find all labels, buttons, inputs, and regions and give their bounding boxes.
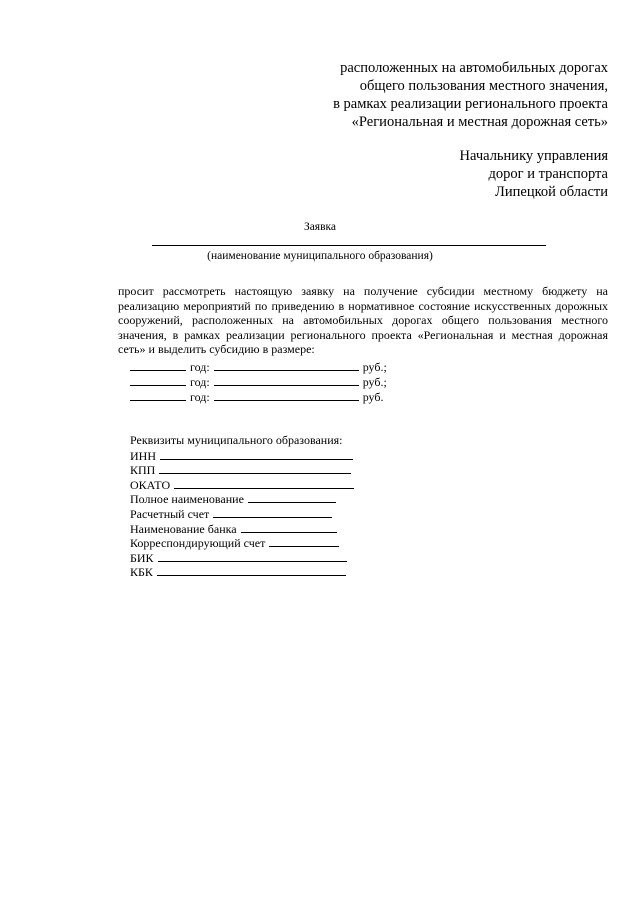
requisite-row-bik bbox=[130, 550, 430, 565]
subsidy-amounts bbox=[130, 359, 430, 404]
currency-label: руб.; bbox=[362, 360, 387, 374]
requisite-label: ОКАТО bbox=[130, 477, 171, 492]
year-label: год: bbox=[190, 390, 210, 404]
subsidy-amount-row bbox=[130, 374, 430, 389]
requisite-blank bbox=[248, 491, 336, 503]
requisite-blank bbox=[157, 564, 346, 576]
requisite-label: БИК bbox=[130, 550, 154, 565]
subject-header-line: в рамках реализации регионального проекта bbox=[333, 96, 608, 112]
requisite-row-inn bbox=[130, 448, 430, 463]
municipality-name-blank bbox=[152, 245, 546, 246]
requisite-row-corr-account bbox=[130, 535, 430, 550]
requisite-row-kbk bbox=[130, 564, 430, 579]
currency-label: руб.; bbox=[362, 375, 387, 389]
addressee-block bbox=[380, 147, 608, 201]
requisite-row-full-name bbox=[130, 491, 430, 506]
requisite-blank bbox=[269, 535, 339, 547]
requisite-label: Полное наименование bbox=[130, 492, 244, 507]
year-blank bbox=[130, 389, 186, 401]
requisite-label: Корреспондирующий счет bbox=[130, 536, 266, 551]
year-blank bbox=[130, 359, 186, 371]
year-label: год: bbox=[190, 375, 210, 389]
year-label: год: bbox=[190, 360, 210, 374]
subsidy-amount-row bbox=[130, 389, 430, 404]
subject-header-line: «Региональная и местная дорожная сеть» bbox=[351, 114, 608, 130]
requisite-label: КПП bbox=[130, 463, 156, 478]
sum-blank bbox=[214, 374, 359, 386]
requisites-heading: Реквизиты муниципального образования: bbox=[130, 433, 343, 447]
requisite-label: ИНН bbox=[130, 448, 156, 463]
requisite-blank bbox=[213, 506, 332, 518]
sum-blank bbox=[214, 389, 359, 401]
request-body-text: просит рассмотреть настоящую заявку на получение субсидии местному бюджету на реализацию мероприятий по приведению в нормативное состояние искусственных дорожных сооружений, расположенных на автомобильных дорогах общего пользования местного значения, в рамках реализации регионального проекта «Региональная и местная дорожная сеть» и выделить субсидию в размере: bbox=[118, 284, 608, 357]
year-blank bbox=[130, 374, 186, 386]
subsidy-amount-row bbox=[130, 359, 430, 374]
requisite-label: Наименование банка bbox=[130, 521, 237, 536]
requisite-blank bbox=[241, 521, 337, 533]
requisites-block bbox=[130, 433, 430, 579]
municipality-name-caption: (наименование муниципального образования) bbox=[207, 250, 433, 262]
requisite-label: Расчетный счет bbox=[130, 506, 210, 521]
requisite-blank bbox=[158, 550, 347, 562]
subject-header-line: расположенных на автомобильных дорогах bbox=[340, 60, 608, 76]
requisite-row-kpp bbox=[130, 462, 430, 477]
sum-blank bbox=[214, 359, 359, 371]
requisite-blank bbox=[159, 462, 351, 474]
addressee-line: Липецкой области bbox=[495, 184, 608, 200]
addressee-line: дорог и транспорта bbox=[488, 166, 608, 182]
subject-header-line: общего пользования местного значения, bbox=[359, 78, 608, 94]
addressee-line: Начальнику управления bbox=[459, 148, 608, 164]
requisite-row-okato bbox=[130, 477, 430, 492]
requisite-blank bbox=[160, 448, 353, 460]
requisite-row-account bbox=[130, 506, 430, 521]
currency-label: руб. bbox=[362, 390, 384, 404]
requisite-blank bbox=[174, 477, 354, 489]
document-title: Заявка bbox=[303, 221, 337, 233]
requisite-label: КБК bbox=[130, 565, 153, 580]
subject-header bbox=[280, 59, 608, 131]
requisite-row-bank-name bbox=[130, 521, 430, 536]
